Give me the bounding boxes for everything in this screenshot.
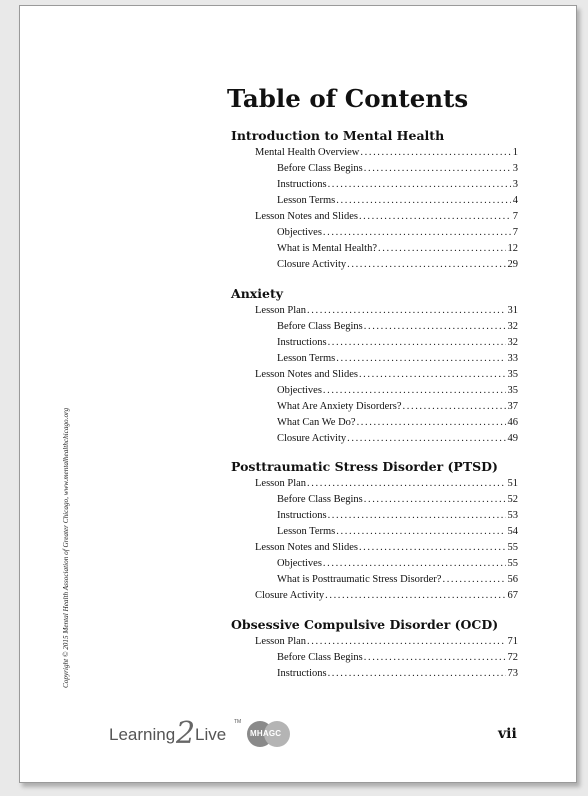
toc-entry-label: Lesson Notes and Slides (255, 542, 358, 553)
toc-entry[interactable] (277, 574, 518, 588)
section-heading-ocd: Obsessive Compulsive Disorder (OCD) (231, 617, 499, 632)
dot-leader (364, 494, 506, 505)
mhagc-logo-icon (247, 719, 297, 751)
toc-entry-page: 32 (507, 321, 518, 332)
toc-entry[interactable] (277, 243, 518, 257)
toc-entry-label: What Are Anxiety Disorders? (277, 401, 402, 412)
toc-entry-label: What Can We Do? (277, 417, 356, 428)
toc-entry-page: 35 (507, 385, 518, 396)
toc-entry[interactable] (277, 401, 518, 415)
dot-leader (323, 558, 506, 569)
dot-leader (328, 510, 506, 521)
page-number: vii (498, 726, 517, 742)
toc-entry-page: 3 (512, 179, 518, 190)
dot-leader (328, 668, 506, 679)
toc-entry-page: 72 (507, 652, 518, 663)
dot-leader (336, 195, 510, 206)
toc-entry-page: 52 (507, 494, 518, 505)
toc-entry-page: 49 (507, 433, 518, 444)
dot-leader (307, 305, 505, 316)
toc-entry[interactable] (277, 417, 518, 431)
toc-entry-page: 53 (507, 510, 518, 521)
toc-entry[interactable] (277, 433, 518, 447)
toc-entry[interactable] (255, 478, 518, 492)
dot-leader (325, 590, 505, 601)
toc-entry[interactable] (277, 179, 518, 193)
toc-entry-page: 29 (507, 259, 518, 270)
dot-leader (364, 163, 511, 174)
logo-two-text: 2 (176, 716, 196, 751)
toc-entry-page: 31 (507, 305, 518, 316)
section-heading-anxiety: Anxiety (231, 286, 283, 301)
toc-entry[interactable] (255, 590, 518, 604)
toc-entry-label: Lesson Terms (277, 195, 336, 206)
logo-trademark: TM (234, 719, 242, 725)
dot-leader (360, 147, 510, 158)
document-page (19, 5, 577, 783)
logo-learning-text: Learning (109, 725, 176, 744)
toc-entry-page: 56 (507, 574, 518, 585)
toc-entry-label: Closure Activity (277, 259, 347, 270)
toc-entry-label: Lesson Plan (255, 305, 307, 316)
dot-leader (328, 337, 506, 348)
toc-entry-label: Instructions (277, 337, 327, 348)
toc-entry[interactable] (277, 668, 518, 682)
toc-entry-page: 46 (507, 417, 518, 428)
toc-entry[interactable] (277, 652, 518, 666)
toc-entry[interactable] (277, 259, 518, 273)
dot-leader (307, 478, 505, 489)
dot-leader (364, 652, 506, 663)
toc-entry-label: Lesson Plan (255, 478, 307, 489)
dot-leader (359, 211, 511, 222)
toc-entry-label: Lesson Plan (255, 636, 307, 647)
toc-entry[interactable] (255, 147, 518, 161)
dot-leader (364, 321, 506, 332)
toc-entry-page: 55 (507, 558, 518, 569)
toc-entry[interactable] (277, 321, 518, 335)
toc-entry-label: Before Class Begins (277, 321, 363, 332)
page-title: Table of Contents (227, 84, 469, 113)
toc-entry-label: Closure Activity (277, 433, 347, 444)
toc-entry[interactable] (255, 636, 518, 650)
toc-entry-page: 12 (507, 243, 518, 254)
toc-entry[interactable] (277, 385, 518, 399)
toc-entry[interactable] (255, 211, 518, 225)
toc-entry[interactable] (277, 494, 518, 508)
dot-leader (336, 526, 505, 537)
toc-entry-page: 51 (507, 478, 518, 489)
dot-leader (357, 417, 506, 428)
dot-leader (323, 385, 506, 396)
toc-entry-page: 3 (512, 163, 518, 174)
toc-entry-label: Instructions (277, 179, 327, 190)
toc-entry-page: 37 (507, 401, 518, 412)
toc-entry[interactable] (255, 542, 518, 556)
toc-entry-page: 35 (507, 369, 518, 380)
toc-entry-label: Instructions (277, 510, 327, 521)
toc-entry-label: Before Class Begins (277, 163, 363, 174)
toc-entry-page: 73 (507, 668, 518, 679)
dot-leader (347, 433, 505, 444)
toc-entry-label: Mental Health Overview (255, 147, 360, 158)
dot-leader (378, 243, 505, 254)
mhagc-badge-text: MHAGC (250, 729, 282, 738)
copyright-notice: Copyright © 2015 Mental Health Association of Greater Chicago, www.mentalhealthchicago.org (62, 407, 70, 688)
toc-entry-page: 1 (512, 147, 518, 158)
toc-entry-label: What is Posttraumatic Stress Disorder? (277, 574, 442, 585)
toc-entry-page: 7 (512, 211, 518, 222)
toc-entry-page: 67 (507, 590, 518, 601)
toc-entry-label: Lesson Notes and Slides (255, 211, 358, 222)
toc-entry[interactable] (277, 337, 518, 351)
dot-leader (442, 574, 505, 585)
toc-entry-label: Instructions (277, 668, 327, 679)
toc-entry-label: Before Class Begins (277, 494, 363, 505)
toc-entry[interactable] (277, 353, 518, 367)
dot-leader (347, 259, 505, 270)
toc-entry[interactable] (277, 526, 518, 540)
dot-leader (403, 401, 506, 412)
learning2live-logo (109, 716, 299, 755)
dot-leader (307, 636, 505, 647)
toc-entry-label: Lesson Notes and Slides (255, 369, 358, 380)
toc-entry-page: 7 (512, 227, 518, 238)
toc-entry-label: Objectives (277, 385, 322, 396)
logo-live-text: Live (195, 725, 227, 744)
dot-leader (323, 227, 511, 238)
toc-entry-label: Objectives (277, 227, 322, 238)
dot-leader (336, 353, 505, 364)
toc-entry-label: Objectives (277, 558, 322, 569)
dot-leader (359, 369, 506, 380)
toc-entry-page: 33 (507, 353, 518, 364)
toc-entry[interactable] (255, 305, 518, 319)
toc-entry[interactable] (277, 227, 518, 241)
toc-entry-page: 32 (507, 337, 518, 348)
toc-entry[interactable] (277, 163, 518, 177)
section-heading-ptsd: Posttraumatic Stress Disorder (PTSD) (231, 459, 498, 474)
toc-entry-label: What is Mental Health? (277, 243, 378, 254)
toc-entry-label: Lesson Terms (277, 526, 336, 537)
toc-entry-label: Lesson Terms (277, 353, 336, 364)
dot-leader (328, 179, 511, 190)
toc-entry-label: Closure Activity (255, 590, 325, 601)
toc-entry-page: 71 (507, 636, 518, 647)
dot-leader (359, 542, 506, 553)
section-heading-introduction: Introduction to Mental Health (231, 128, 445, 143)
toc-entry-page: 4 (512, 195, 518, 206)
toc-entry-page: 55 (507, 542, 518, 553)
toc-entry-label: Before Class Begins (277, 652, 363, 663)
toc-entry[interactable] (277, 510, 518, 524)
toc-entry[interactable] (277, 195, 518, 209)
toc-entry[interactable] (255, 369, 518, 383)
toc-entry[interactable] (277, 558, 518, 572)
toc-entry-page: 54 (507, 526, 518, 537)
